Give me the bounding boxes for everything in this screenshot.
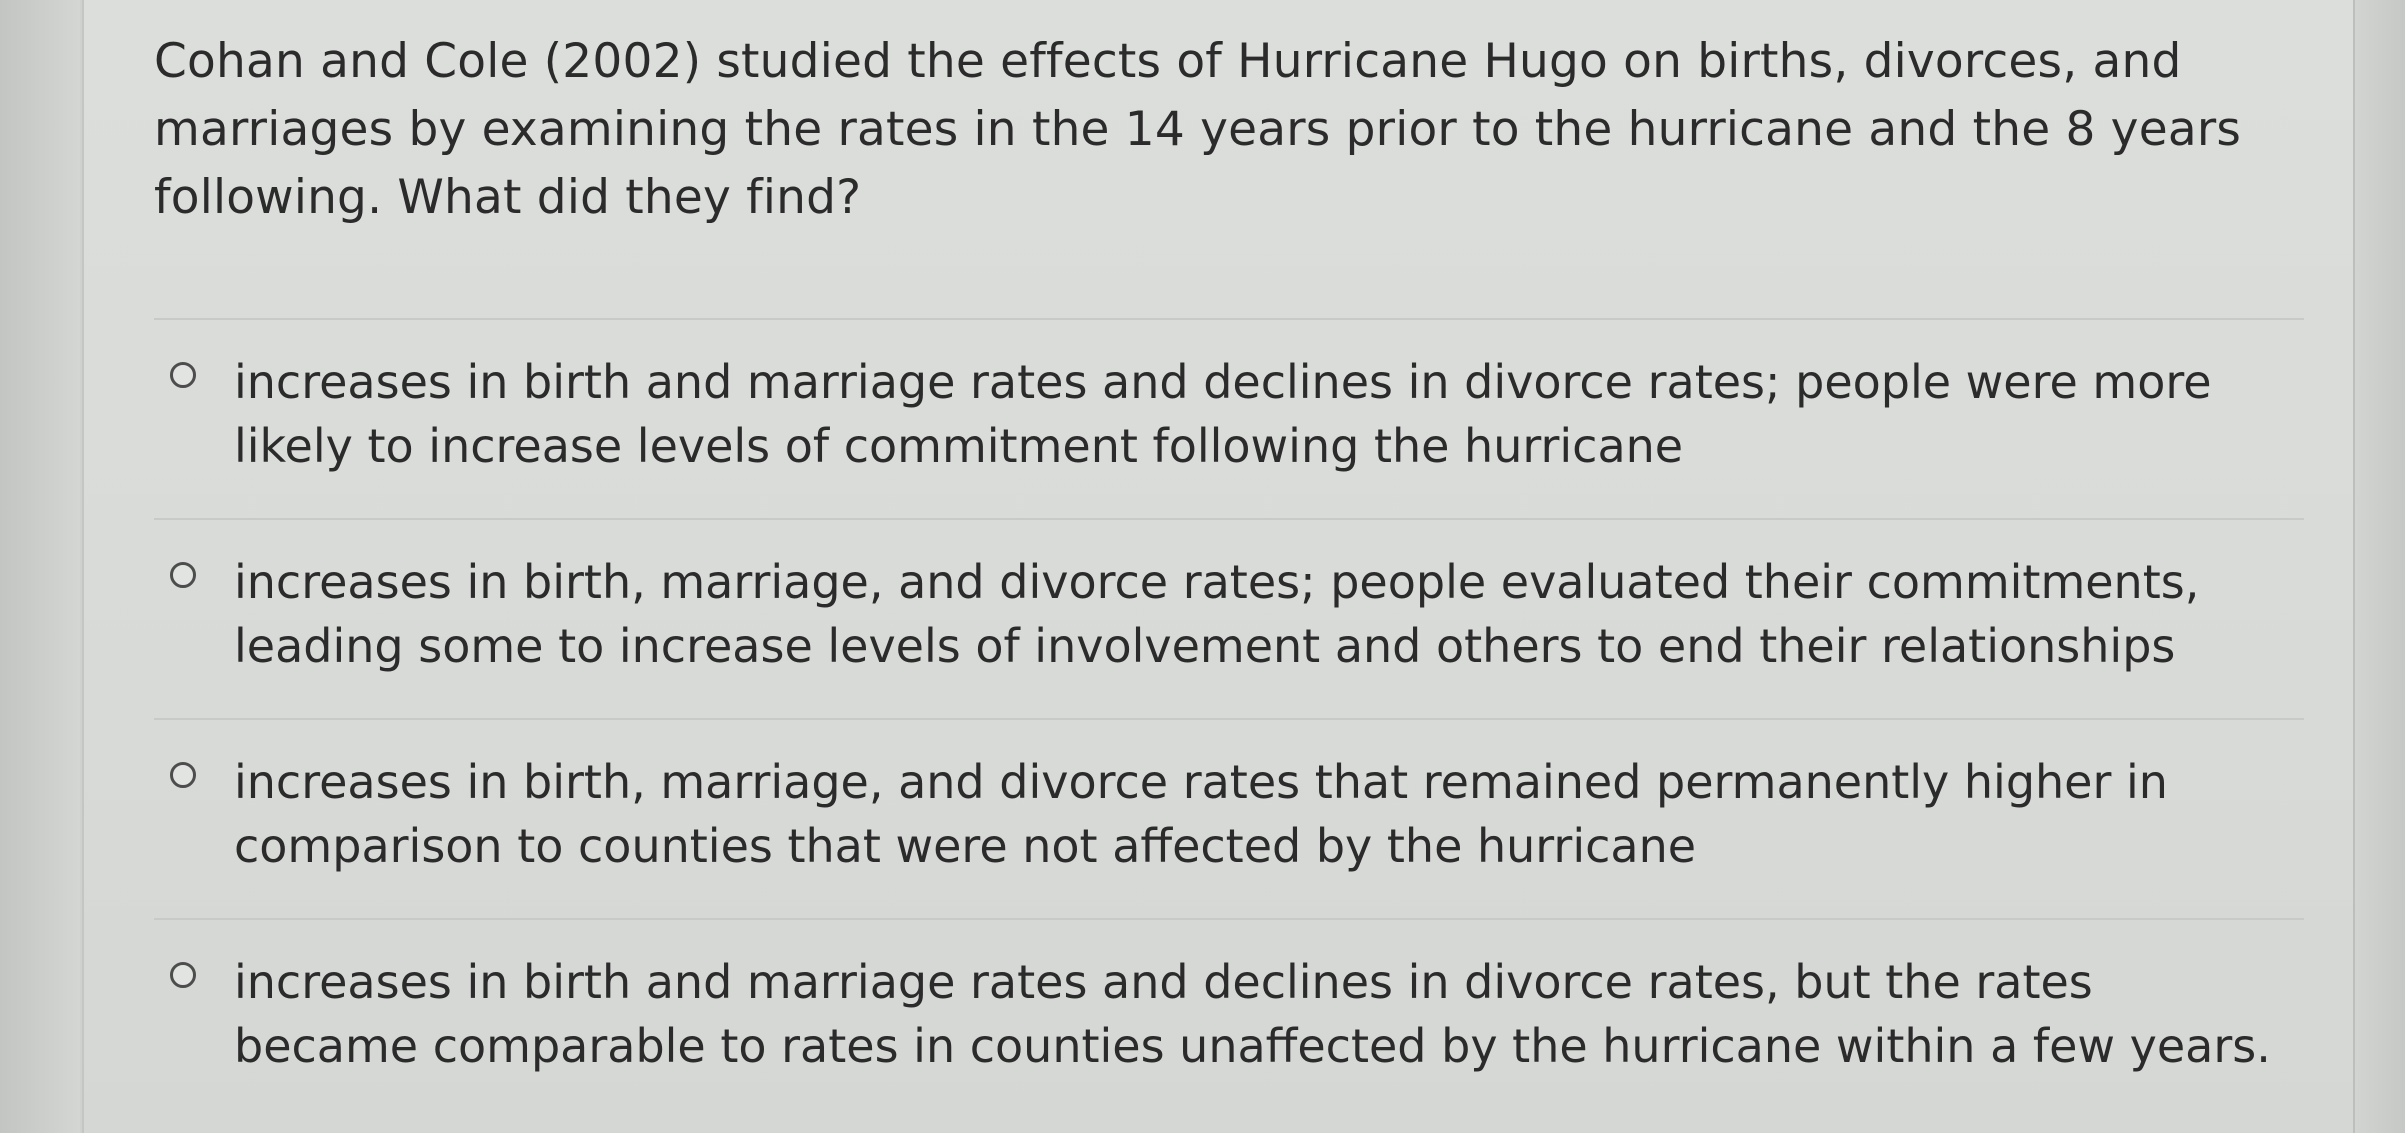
answer-option-label: increases in birth, marriage, and divorce rates; people evaluated their commitments, leading some to increase levels of involvement and others to end their relationships <box>234 555 2200 673</box>
answer-options <box>154 318 2304 1118</box>
answer-option-label: increases in birth, marriage, and divorce rates that remained permanently higher in comparison to counties that were not affected by the hurricane <box>234 755 2168 873</box>
answer-option-4[interactable] <box>154 918 2304 1118</box>
screen-edge-right <box>2353 0 2405 1133</box>
question-card <box>82 0 2354 1133</box>
answer-option-label: increases in birth and marriage rates and declines in divorce rates; people were more likely to increase levels of commitment following the hurricane <box>234 355 2212 473</box>
radio-button-icon[interactable] <box>170 962 196 988</box>
radio-button-icon[interactable] <box>170 762 196 788</box>
radio-button-icon[interactable] <box>170 562 196 588</box>
answer-option-3[interactable] <box>154 718 2304 918</box>
question-text: Cohan and Cole (2002) studied the effects of Hurricane Hugo on births, divorces, and marriages by examining the rates in the 14 years prior to the hurricane and the 8 years following. What did they find? <box>154 34 2242 225</box>
answer-option-label: increases in birth and marriage rates and declines in divorce rates, but the rates became comparable to rates in counties unaffected by the hurricane within a few years. <box>234 955 2271 1073</box>
answer-option-1[interactable] <box>154 318 2304 518</box>
screen-edge-left <box>0 0 80 1133</box>
answer-option-2[interactable] <box>154 518 2304 718</box>
radio-button-icon[interactable] <box>170 362 196 388</box>
